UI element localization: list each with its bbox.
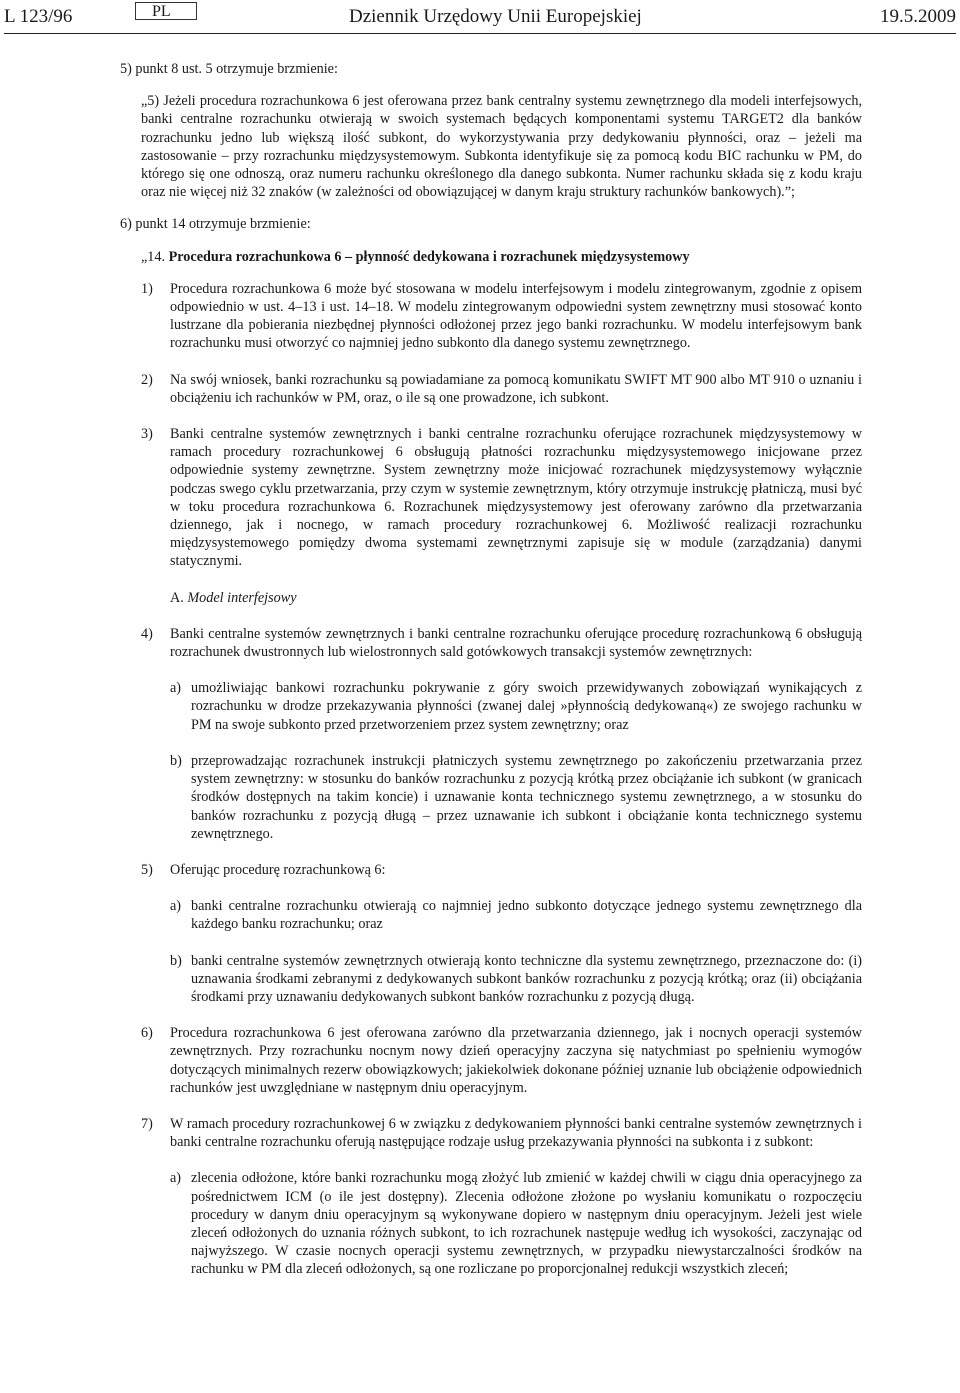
item-text: Na swój wniosek, banki rozrachunku są powiadamiane za pomocą komunikatu SWIFT MT 900 albo MT 910 o uznaniu i obciążeniu ich rachunków w PM, oraz, o ile są one prowadzone, ich subkont. [170, 371, 862, 406]
sub-item-text: umożliwiając bankowi rozrachunku pokrywanie z góry swoich przewidywanych zobowiązań wynikających z rozrachunku w drodze przekazywania płynności (zwanej dalej »płynnością dedykowaną«) ze swojego rachunku w PM na swoje subkonto przed przetworzeniem przez system zewnętrzny; oraz [191, 680, 862, 733]
document-body [120, 60, 862, 1297]
list-item [120, 861, 862, 879]
sub-item [120, 752, 862, 843]
item-text: Procedura rozrachunkowa 6 jest oferowana zarówno dla przetwarzania dziennego, jak i nocnych operacji systemów zewnętrznych. Przy rozrachunku nocnym nowy dzień operacyjny zaczyna się natychmiast po spełnieniu wymogów dotyczących minimalnych rezerw obowiązkowych; jakiekolwiek dokonane później uznanie lub obciążenie odpowiednich rachunków jest uwzględniane w następnym dniu operacyjnym. [170, 1025, 862, 1096]
heading-title: Procedura rozrachunkowa 6 – płynność dedykowana i rozrachunek międzysystemowy [168, 248, 690, 265]
sub-item [120, 679, 862, 734]
list-item [120, 1115, 862, 1151]
item-text: Banki centralne systemów zewnętrznych i banki centralne rozrachunku oferujące rozrachunek międzysystemowy w ramach procedury rozrachunkowej 6 obsługują płatności rozrachunku międzysystemowego inicjowane przez odpowiednie systemy zewnętrzne. System zewnętrzny może inicjować rozrachunek międzysystemowy wyłącznie podczas swego cyklu przetwarzania, przy czym w systemie zewnętrznym, który otrzymuje instrukcję płatniczą, musi być w toku procedura rozrachunkowa 6. Rozrachunek międzysystemowy jest oferowany zarówno dla przetwarzania dziennego, jak i nocnego, w ramach procedury rozrachunkowej 6. Możliwość realizacji rozrachunku międzysystemowego pomiędzy dwoma systemami zewnętrznymi zapisuje się w module (zarządzania) danymi statycznymi. [170, 426, 862, 570]
item-number: 6) [141, 1025, 153, 1042]
item-number: 5) [141, 861, 153, 878]
point-6-intro: 6) punkt 14 otrzymuje brzmienie: [120, 216, 311, 233]
section-a-label: A. [170, 589, 184, 606]
sub-item-text: przeprowadzając rozrachunek instrukcji płatniczych systemu zewnętrznego po zakończeniu przetwarzania przez system zewnętrzny: w stosunku do banków rozrachunku z pozycją krótką przez obciążanie ich subkont (w granicach środków dostępnych na takim koncie) i uznawanie konta technicznego systemu zewnętrznego, a w stosunku do banków rozrachunku z pozycją długą – przez uznawanie ich subkont i obciążanie konta technicznego systemu zewnętrznego. [191, 752, 862, 842]
page-header [0, 0, 960, 36]
sub-item [120, 1169, 862, 1278]
item-text: Banki centralne systemów zewnętrznych i banki centralne rozrachunku oferujące procedurę rozrachunkową 6 obsługują rozrachunek dwustronnych lub wielostronnych sald gotówkowych transakcji systemów zewnętrznych: [170, 625, 862, 661]
item-number: 7) [141, 1115, 153, 1132]
sub-item-letter: a) [170, 680, 182, 697]
list-item [120, 1024, 862, 1097]
point-5-quoted-text: „5) Jeżeli procedura rozrachunkowa 6 jest oferowana przez bank centralny systemu zewnętrznego dla modeli interfejsowych, banki centralne rozrachunku otwierają w swoich systemach będących komponentami systemu TARGET2 dla banków rozrachunku jedno lub większą ilość subkont, do wykorzystywania przy dedykowaniu płynności, oraz – jeżeli ma zastosowanie – przy rozrachunku międzysystemowym. Subkonta identyfikuje się za pomocą kodu BIC rachunku w PM, do którego się one odnoszą, oraz numeru rachunku określonego dla danego subkonta. Numer rachunku składa się z kodu kraju oraz nie więcej niż 32 znaków (w zależności od obowiązującej w danym kraju struktury rachunków bankowych).”; [141, 93, 862, 201]
item-text: Procedura rozrachunkowa 6 może być stosowana w modelu interfejsowym i modelu zintegrowanym, zgodnie z opisem odpowiednio w ust. 4–13 i ust. 14–18. W modelu zintegrowanym odpowiedni system zewnętrzny musi stosować konto lustrzane dla pobierania niezbędnej płynności odłożonej przez jego banki rozrachunku. W modelu interfejsowym bank rozrachunku musi otworzyć co najmniej jedno subkonto dla danego systemu zewnętrznego. [170, 280, 862, 352]
item-number: 1) [141, 280, 153, 297]
page-reference: L 123/96 [4, 6, 73, 27]
section-14-heading [120, 248, 862, 266]
point-5-intro: 5) punkt 8 ust. 5 otrzymuje brzmienie: [120, 61, 338, 77]
item-number: 4) [141, 625, 153, 642]
item-text: Oferując procedurę rozrachunkową 6: [170, 861, 386, 878]
language-badge: PL [135, 2, 197, 20]
sub-item [120, 952, 862, 1007]
sub-item-text: zlecenia odłożone, które banki rozrachunku mogą złożyć lub zmienić w każdej chwili w ciągu dnia operacyjnego za pośrednictwem ICM (o ile jest dostępny). Zlecenia odłożone złożone po wysłaniu komunikatu o rozpoczęciu procedury w danym dniu operacyjnym są wykonywane dopiero w następnym dniu operacyjnym. Jeżeli jest wiele zleceń odłożonych do uznania różnych subkont, to ich rozrachunek następuje według ich wysokości, zaczynając od najwyższego. W czasie nocnych operacji systemu zewnętrznych, w przypadku niewystarczalności środków na rachunku w PM dla zleceń odłożonych, są one rozliczane po proporcjonalnej redukcji wszystkich zleceń; [191, 1170, 862, 1278]
list-item [120, 625, 862, 661]
heading-prefix: „14. [141, 248, 166, 265]
publication-date: 19.5.2009 [880, 6, 956, 27]
list-item [120, 371, 862, 407]
sub-item-letter: a) [170, 1170, 182, 1187]
sub-item-letter: a) [170, 898, 182, 915]
sub-item-letter: b) [170, 752, 182, 769]
item-text: W ramach procedury rozrachunkowej 6 w związku z dedykowaniem płynności banki centralne systemów zewnętrznych i banki centralne rozrachunku oferują następujące rodzaje usług przekazywania płynności na subkonta i z subkont: [170, 1115, 862, 1151]
list-item [120, 425, 862, 571]
item-number: 3) [141, 426, 153, 443]
list-item [120, 280, 862, 353]
sub-item-text: banki centralne rozrachunku otwierają co najmniej jedno subkonto dotyczące jednego systemu zewnętrznego dla każdego banku rozrachunku; oraz [191, 898, 862, 933]
sub-item [120, 897, 862, 933]
sub-item-text: banki centralne systemów zewnętrznych otwierają konto techniczne dla systemu zewnętrznego, przeznaczone do: (i) uznawania środkami zebranymi z dedykowanych subkont banków rozrachunku z pozycją krótką; oraz (ii) obciążania środkami przy uznawaniu dedykowanych subkont banków rozrachunku z pozycją długą. [191, 952, 862, 1005]
journal-title: Dziennik Urzędowy Unii Europejskiej [349, 6, 642, 27]
section-a-heading [120, 589, 862, 607]
sub-item-letter: b) [170, 952, 182, 969]
item-number: 2) [141, 371, 153, 388]
section-a-title: Model interfejsowy [187, 589, 297, 606]
header-divider [4, 33, 956, 34]
